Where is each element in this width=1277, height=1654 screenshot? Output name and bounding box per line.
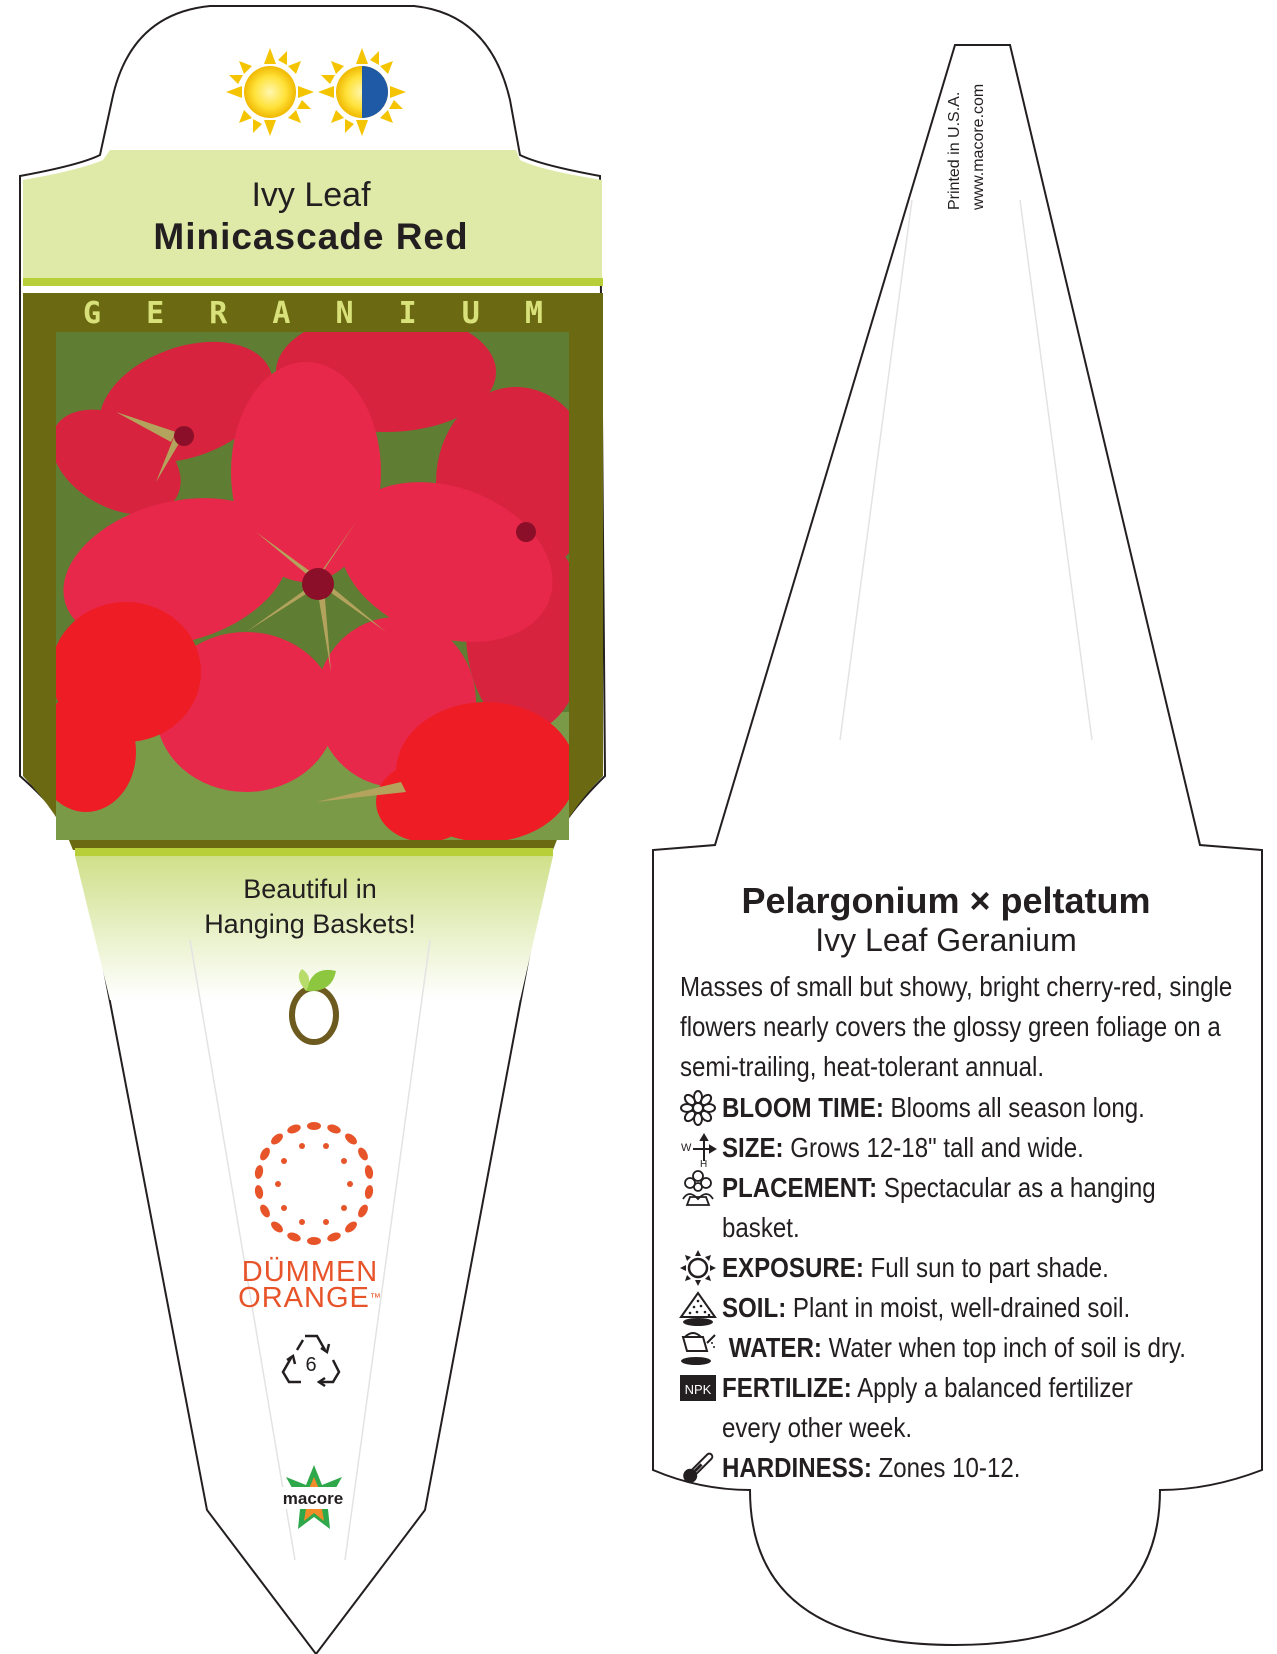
trademark-symbol: ™	[369, 1292, 382, 1304]
care-row-hardiness	[678, 1448, 1268, 1488]
tagline	[120, 872, 500, 942]
care-label: SIZE:	[722, 1132, 784, 1163]
genus-letter: M	[524, 296, 543, 331]
common-name: Ivy Leaf Geranium	[815, 922, 1077, 958]
brand-name-line2	[220, 1284, 400, 1312]
sun-outline-icon	[678, 1248, 718, 1288]
website-text: www.macore.com	[970, 83, 987, 210]
thermometer-icon	[678, 1448, 718, 1488]
plant-description: Masses of small but showy, bright cherry-red, single flowers nearly covers the glossy green foliage on a semi-trailing, heat-tolerant annual.	[680, 971, 1233, 1082]
genus-banner	[21, 296, 605, 336]
care-list	[678, 1088, 1268, 1488]
size-h-letter: H	[700, 1159, 708, 1167]
placement-icon	[678, 1168, 718, 1208]
soil-icon	[678, 1288, 718, 1328]
care-row-water	[678, 1328, 1268, 1368]
care-value: Water when top inch of soil is dry.	[821, 1332, 1186, 1363]
size-arrows-icon	[678, 1128, 718, 1168]
care-value: Grows 12-18" tall and wide.	[783, 1132, 1084, 1163]
front-top-stripe	[23, 278, 603, 286]
care-label: WATER:	[728, 1332, 822, 1363]
tagline-line: Beautiful in	[243, 874, 377, 904]
brand-name-line1: DÜMMEN	[241, 1256, 379, 1288]
botanical-name: Pelargonium × peltatum	[741, 880, 1151, 921]
care-row-fertilize	[678, 1368, 1268, 1448]
care-row-soil	[678, 1288, 1268, 1328]
variety-prefix: Ivy Leaf	[251, 176, 371, 214]
flower-icon	[678, 1088, 718, 1128]
npk-icon	[678, 1368, 718, 1408]
care-label: HARDINESS:	[722, 1452, 872, 1483]
brand-name-text: ORANGE	[238, 1282, 370, 1314]
genus-letter: G	[83, 296, 102, 331]
care-value: Apply a balanced fertilizer every other week.	[722, 1372, 1133, 1443]
red-geranium-flowers-photo	[56, 332, 569, 840]
care-value: Full sun to part shade.	[863, 1252, 1109, 1283]
care-value: Zones 10-12.	[871, 1452, 1021, 1483]
care-row-bloom-time	[678, 1088, 1268, 1128]
recycle-number: 6	[305, 1354, 317, 1376]
care-row-placement	[678, 1168, 1268, 1248]
variety-name: Minicascade Red	[153, 216, 469, 257]
full-sun-icon	[226, 48, 314, 136]
care-label: BLOOM TIME:	[722, 1092, 884, 1123]
genus-letter: N	[335, 296, 354, 331]
printed-in-text: Printed in U.S.A.	[946, 91, 963, 210]
part-shade-icon	[318, 48, 406, 136]
care-label: SOIL:	[722, 1292, 787, 1323]
care-value: Blooms all season long.	[883, 1092, 1145, 1123]
front-lower-stripe	[75, 848, 553, 856]
genus-letter: E	[146, 296, 165, 331]
care-label: FERTILIZE:	[722, 1372, 852, 1403]
macore-logo-text: macore	[282, 1489, 344, 1508]
care-row-exposure	[678, 1248, 1268, 1288]
tagline-line: Hanging Baskets!	[204, 909, 416, 939]
watering-can-icon	[678, 1328, 718, 1368]
genus-letter: U	[461, 296, 480, 331]
genus-letter: I	[398, 296, 417, 331]
size-w-letter: W	[681, 1142, 692, 1154]
genus-letter: A	[272, 296, 291, 331]
care-label: PLACEMENT:	[722, 1172, 878, 1203]
care-row-size	[678, 1128, 1268, 1168]
care-value: Plant in moist, well-drained soil.	[786, 1292, 1131, 1323]
genus-letter: R	[209, 296, 228, 331]
npk-text: NPK	[684, 1382, 712, 1397]
care-value: Spectacular as a hanging basket.	[722, 1172, 1156, 1243]
care-label: EXPOSURE:	[722, 1252, 864, 1283]
